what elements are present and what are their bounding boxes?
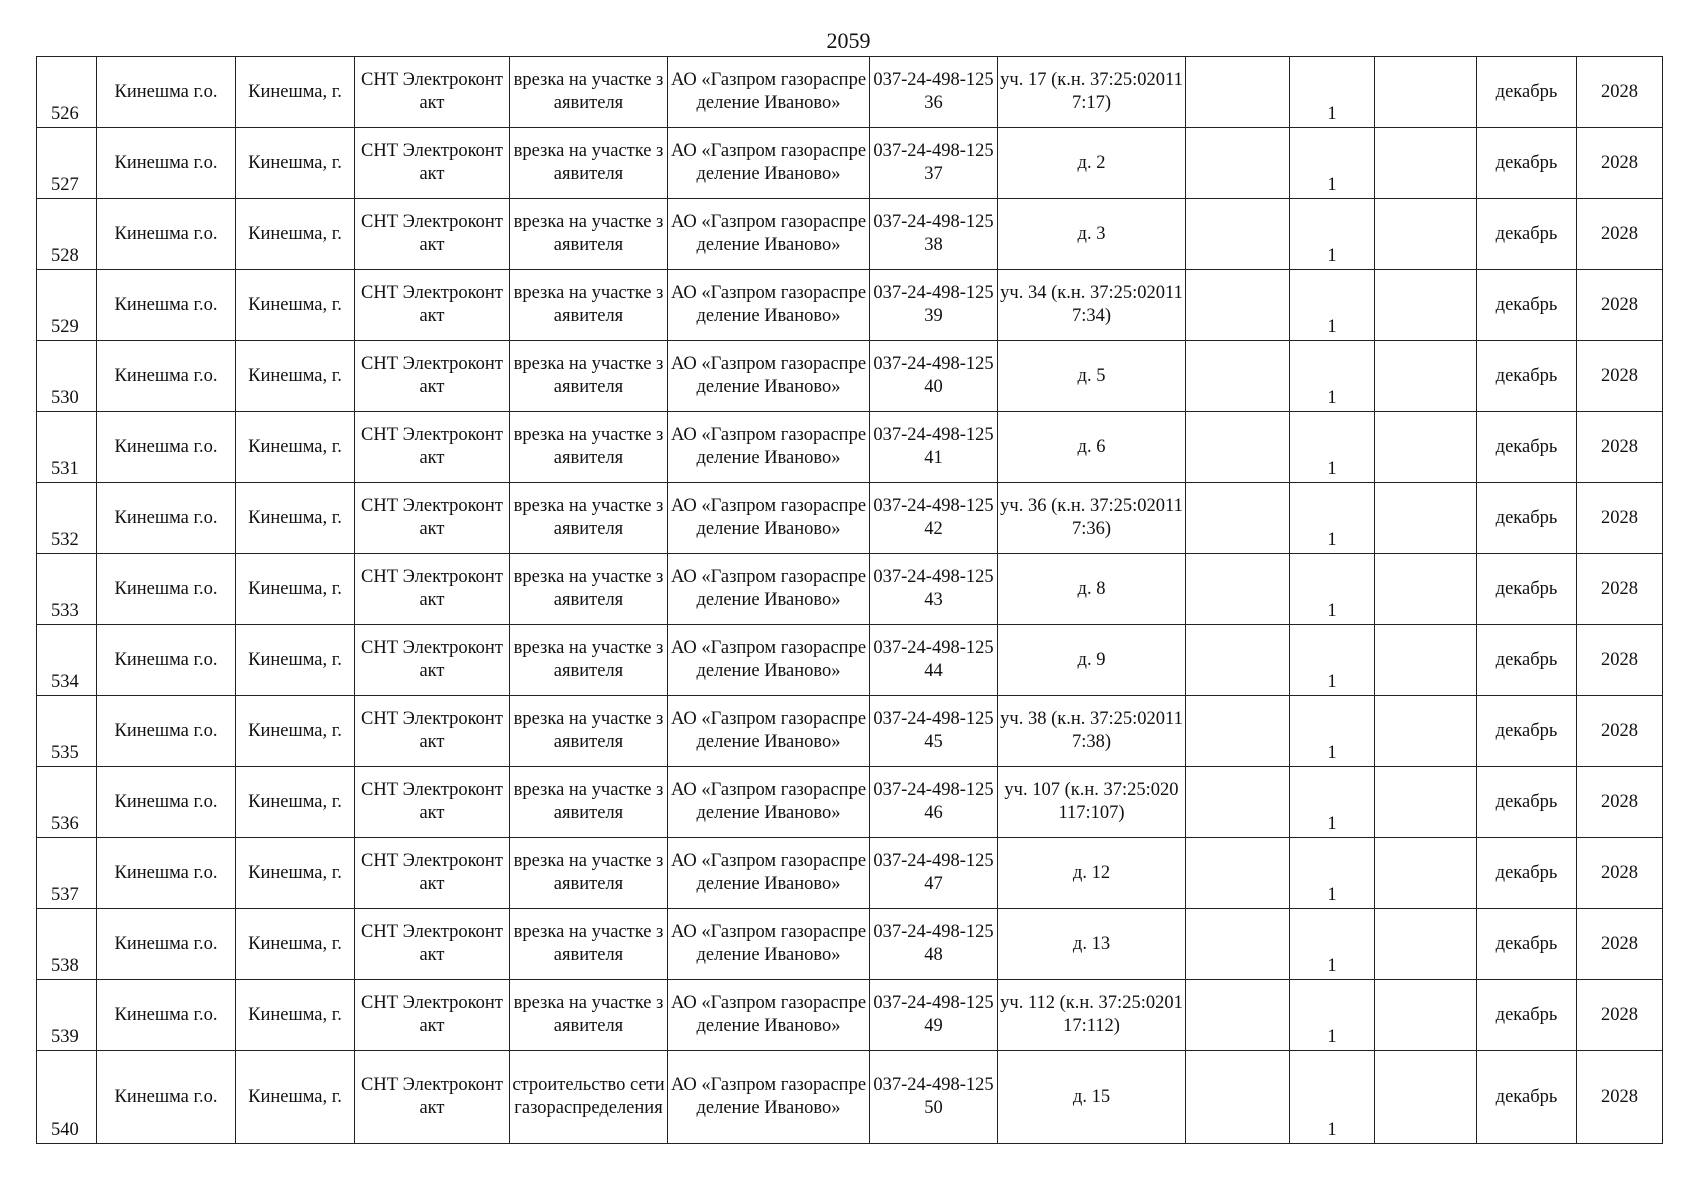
locality-cell: Кинешма, г. bbox=[236, 1051, 355, 1144]
empty-cell bbox=[1375, 128, 1477, 199]
table-row bbox=[37, 483, 1663, 554]
application-code-cell: 037-24-498-12543 bbox=[870, 554, 998, 625]
row-number-cell: 540 bbox=[37, 1051, 97, 1144]
work-type-cell: врезка на участке заявителя bbox=[510, 625, 668, 696]
count-cell: 1 bbox=[1290, 270, 1375, 341]
organization-cell: АО «Газпром газораспределение Иваново» bbox=[668, 57, 870, 128]
organization-cell: АО «Газпром газораспределение Иваново» bbox=[668, 909, 870, 980]
work-type-cell: врезка на участке заявителя bbox=[510, 270, 668, 341]
address-cell: д. 6 bbox=[998, 412, 1186, 483]
organization-cell: АО «Газпром газораспределение Иваново» bbox=[668, 483, 870, 554]
locality-cell: Кинешма, г. bbox=[236, 554, 355, 625]
year-cell: 2028 bbox=[1577, 128, 1663, 199]
empty-cell bbox=[1186, 1051, 1290, 1144]
district-cell: Кинешма г.о. bbox=[97, 625, 236, 696]
count-cell: 1 bbox=[1290, 1051, 1375, 1144]
empty-cell bbox=[1186, 696, 1290, 767]
year-cell: 2028 bbox=[1577, 696, 1663, 767]
address-cell: уч. 107 (к.н. 37:25:020117:107) bbox=[998, 767, 1186, 838]
count-cell: 1 bbox=[1290, 341, 1375, 412]
year-cell: 2028 bbox=[1577, 909, 1663, 980]
year-cell: 2028 bbox=[1577, 554, 1663, 625]
application-code-cell: 037-24-498-12549 bbox=[870, 980, 998, 1051]
empty-cell bbox=[1186, 838, 1290, 909]
table-row bbox=[37, 341, 1663, 412]
district-cell: Кинешма г.о. bbox=[97, 412, 236, 483]
locality-cell: Кинешма, г. bbox=[236, 696, 355, 767]
snt-cell: СНТ Электроконтакт bbox=[355, 554, 510, 625]
empty-cell bbox=[1375, 1051, 1477, 1144]
year-cell: 2028 bbox=[1577, 57, 1663, 128]
row-number-cell: 531 bbox=[37, 412, 97, 483]
snt-cell: СНТ Электроконтакт bbox=[355, 483, 510, 554]
count-cell: 1 bbox=[1290, 199, 1375, 270]
row-number-cell: 536 bbox=[37, 767, 97, 838]
row-number-cell: 528 bbox=[37, 199, 97, 270]
empty-cell bbox=[1186, 199, 1290, 270]
registry-body bbox=[37, 57, 1663, 1144]
snt-cell: СНТ Электроконтакт bbox=[355, 696, 510, 767]
district-cell: Кинешма г.о. bbox=[97, 57, 236, 128]
organization-cell: АО «Газпром газораспределение Иваново» bbox=[668, 838, 870, 909]
work-type-cell: врезка на участке заявителя bbox=[510, 128, 668, 199]
organization-cell: АО «Газпром газораспределение Иваново» bbox=[668, 270, 870, 341]
application-code-cell: 037-24-498-12540 bbox=[870, 341, 998, 412]
row-number-cell: 533 bbox=[37, 554, 97, 625]
count-cell: 1 bbox=[1290, 483, 1375, 554]
snt-cell: СНТ Электроконтакт bbox=[355, 128, 510, 199]
registry-table bbox=[36, 56, 1663, 1144]
district-cell: Кинешма г.о. bbox=[97, 767, 236, 838]
empty-cell bbox=[1375, 341, 1477, 412]
month-cell: декабрь bbox=[1477, 199, 1577, 270]
row-number-cell: 535 bbox=[37, 696, 97, 767]
organization-cell: АО «Газпром газораспределение Иваново» bbox=[668, 625, 870, 696]
table-row bbox=[37, 412, 1663, 483]
locality-cell: Кинешма, г. bbox=[236, 57, 355, 128]
organization-cell: АО «Газпром газораспределение Иваново» bbox=[668, 554, 870, 625]
empty-cell bbox=[1186, 341, 1290, 412]
year-cell: 2028 bbox=[1577, 341, 1663, 412]
organization-cell: АО «Газпром газораспределение Иваново» bbox=[668, 128, 870, 199]
snt-cell: СНТ Электроконтакт bbox=[355, 199, 510, 270]
organization-cell: АО «Газпром газораспределение Иваново» bbox=[668, 980, 870, 1051]
district-cell: Кинешма г.о. bbox=[97, 838, 236, 909]
work-type-cell: врезка на участке заявителя bbox=[510, 980, 668, 1051]
work-type-cell: врезка на участке заявителя bbox=[510, 767, 668, 838]
organization-cell: АО «Газпром газораспределение Иваново» bbox=[668, 696, 870, 767]
address-cell: д. 13 bbox=[998, 909, 1186, 980]
empty-cell bbox=[1375, 412, 1477, 483]
year-cell: 2028 bbox=[1577, 838, 1663, 909]
snt-cell: СНТ Электроконтакт bbox=[355, 838, 510, 909]
locality-cell: Кинешма, г. bbox=[236, 909, 355, 980]
empty-cell bbox=[1375, 554, 1477, 625]
locality-cell: Кинешма, г. bbox=[236, 341, 355, 412]
locality-cell: Кинешма, г. bbox=[236, 483, 355, 554]
table-row bbox=[37, 696, 1663, 767]
month-cell: декабрь bbox=[1477, 625, 1577, 696]
address-cell: д. 15 bbox=[998, 1051, 1186, 1144]
address-cell: д. 9 bbox=[998, 625, 1186, 696]
district-cell: Кинешма г.о. bbox=[97, 199, 236, 270]
empty-cell bbox=[1186, 412, 1290, 483]
district-cell: Кинешма г.о. bbox=[97, 696, 236, 767]
snt-cell: СНТ Электроконтакт bbox=[355, 341, 510, 412]
row-number-cell: 526 bbox=[37, 57, 97, 128]
address-cell: уч. 38 (к.н. 37:25:020117:38) bbox=[998, 696, 1186, 767]
locality-cell: Кинешма, г. bbox=[236, 838, 355, 909]
application-code-cell: 037-24-498-12537 bbox=[870, 128, 998, 199]
work-type-cell: строительство сети газораспределения bbox=[510, 1051, 668, 1144]
count-cell: 1 bbox=[1290, 980, 1375, 1051]
application-code-cell: 037-24-498-12538 bbox=[870, 199, 998, 270]
count-cell: 1 bbox=[1290, 625, 1375, 696]
year-cell: 2028 bbox=[1577, 483, 1663, 554]
address-cell: д. 5 bbox=[998, 341, 1186, 412]
empty-cell bbox=[1186, 625, 1290, 696]
table-row bbox=[37, 270, 1663, 341]
empty-cell bbox=[1186, 128, 1290, 199]
application-code-cell: 037-24-498-12544 bbox=[870, 625, 998, 696]
month-cell: декабрь bbox=[1477, 412, 1577, 483]
month-cell: декабрь bbox=[1477, 128, 1577, 199]
count-cell: 1 bbox=[1290, 128, 1375, 199]
address-cell: уч. 36 (к.н. 37:25:020117:36) bbox=[998, 483, 1186, 554]
count-cell: 1 bbox=[1290, 554, 1375, 625]
table-row bbox=[37, 980, 1663, 1051]
month-cell: декабрь bbox=[1477, 696, 1577, 767]
district-cell: Кинешма г.о. bbox=[97, 270, 236, 341]
organization-cell: АО «Газпром газораспределение Иваново» bbox=[668, 412, 870, 483]
count-cell: 1 bbox=[1290, 767, 1375, 838]
month-cell: декабрь bbox=[1477, 980, 1577, 1051]
table-row bbox=[37, 128, 1663, 199]
row-number-cell: 539 bbox=[37, 980, 97, 1051]
empty-cell bbox=[1375, 980, 1477, 1051]
year-cell: 2028 bbox=[1577, 1051, 1663, 1144]
empty-cell bbox=[1186, 767, 1290, 838]
work-type-cell: врезка на участке заявителя bbox=[510, 696, 668, 767]
table-row bbox=[37, 625, 1663, 696]
table-row bbox=[37, 909, 1663, 980]
address-cell: д. 8 bbox=[998, 554, 1186, 625]
table-row bbox=[37, 57, 1663, 128]
empty-cell bbox=[1375, 767, 1477, 838]
row-number-cell: 534 bbox=[37, 625, 97, 696]
year-cell: 2028 bbox=[1577, 270, 1663, 341]
address-cell: д. 12 bbox=[998, 838, 1186, 909]
table-row bbox=[37, 838, 1663, 909]
district-cell: Кинешма г.о. bbox=[97, 341, 236, 412]
year-cell: 2028 bbox=[1577, 767, 1663, 838]
work-type-cell: врезка на участке заявителя bbox=[510, 199, 668, 270]
empty-cell bbox=[1375, 57, 1477, 128]
count-cell: 1 bbox=[1290, 57, 1375, 128]
work-type-cell: врезка на участке заявителя bbox=[510, 909, 668, 980]
row-number-cell: 530 bbox=[37, 341, 97, 412]
snt-cell: СНТ Электроконтакт bbox=[355, 980, 510, 1051]
year-cell: 2028 bbox=[1577, 980, 1663, 1051]
snt-cell: СНТ Электроконтакт bbox=[355, 625, 510, 696]
empty-cell bbox=[1186, 270, 1290, 341]
year-cell: 2028 bbox=[1577, 199, 1663, 270]
locality-cell: Кинешма, г. bbox=[236, 128, 355, 199]
count-cell: 1 bbox=[1290, 838, 1375, 909]
work-type-cell: врезка на участке заявителя bbox=[510, 412, 668, 483]
year-cell: 2028 bbox=[1577, 625, 1663, 696]
work-type-cell: врезка на участке заявителя bbox=[510, 554, 668, 625]
month-cell: декабрь bbox=[1477, 909, 1577, 980]
locality-cell: Кинешма, г. bbox=[236, 199, 355, 270]
district-cell: Кинешма г.о. bbox=[97, 483, 236, 554]
locality-cell: Кинешма, г. bbox=[236, 625, 355, 696]
month-cell: декабрь bbox=[1477, 767, 1577, 838]
row-number-cell: 529 bbox=[37, 270, 97, 341]
count-cell: 1 bbox=[1290, 696, 1375, 767]
application-code-cell: 037-24-498-12545 bbox=[870, 696, 998, 767]
organization-cell: АО «Газпром газораспределение Иваново» bbox=[668, 1051, 870, 1144]
application-code-cell: 037-24-498-12546 bbox=[870, 767, 998, 838]
month-cell: декабрь bbox=[1477, 57, 1577, 128]
address-cell: д. 2 bbox=[998, 128, 1186, 199]
snt-cell: СНТ Электроконтакт bbox=[355, 270, 510, 341]
application-code-cell: 037-24-498-12550 bbox=[870, 1051, 998, 1144]
page-number: 2059 bbox=[826, 28, 871, 53]
count-cell: 1 bbox=[1290, 412, 1375, 483]
table-row bbox=[37, 1051, 1663, 1144]
organization-cell: АО «Газпром газораспределение Иваново» bbox=[668, 341, 870, 412]
organization-cell: АО «Газпром газораспределение Иваново» bbox=[668, 767, 870, 838]
empty-cell bbox=[1186, 909, 1290, 980]
application-code-cell: 037-24-498-12536 bbox=[870, 57, 998, 128]
table-row bbox=[37, 199, 1663, 270]
application-code-cell: 037-24-498-12539 bbox=[870, 270, 998, 341]
empty-cell bbox=[1186, 980, 1290, 1051]
application-code-cell: 037-24-498-12547 bbox=[870, 838, 998, 909]
snt-cell: СНТ Электроконтакт bbox=[355, 909, 510, 980]
empty-cell bbox=[1375, 483, 1477, 554]
month-cell: декабрь bbox=[1477, 838, 1577, 909]
district-cell: Кинешма г.о. bbox=[97, 909, 236, 980]
month-cell: декабрь bbox=[1477, 1051, 1577, 1144]
work-type-cell: врезка на участке заявителя bbox=[510, 341, 668, 412]
application-code-cell: 037-24-498-12548 bbox=[870, 909, 998, 980]
table-row bbox=[37, 767, 1663, 838]
count-cell: 1 bbox=[1290, 909, 1375, 980]
application-code-cell: 037-24-498-12542 bbox=[870, 483, 998, 554]
district-cell: Кинешма г.о. bbox=[97, 1051, 236, 1144]
district-cell: Кинешма г.о. bbox=[97, 980, 236, 1051]
locality-cell: Кинешма, г. bbox=[236, 270, 355, 341]
empty-cell bbox=[1375, 625, 1477, 696]
locality-cell: Кинешма, г. bbox=[236, 767, 355, 838]
row-number-cell: 538 bbox=[37, 909, 97, 980]
work-type-cell: врезка на участке заявителя bbox=[510, 838, 668, 909]
year-cell: 2028 bbox=[1577, 412, 1663, 483]
empty-cell bbox=[1375, 199, 1477, 270]
work-type-cell: врезка на участке заявителя bbox=[510, 57, 668, 128]
snt-cell: СНТ Электроконтакт bbox=[355, 412, 510, 483]
district-cell: Кинешма г.о. bbox=[97, 128, 236, 199]
empty-cell bbox=[1186, 57, 1290, 128]
empty-cell bbox=[1375, 270, 1477, 341]
empty-cell bbox=[1186, 483, 1290, 554]
address-cell: уч. 17 (к.н. 37:25:020117:17) bbox=[998, 57, 1186, 128]
work-type-cell: врезка на участке заявителя bbox=[510, 483, 668, 554]
address-cell: уч. 34 (к.н. 37:25:020117:34) bbox=[998, 270, 1186, 341]
address-cell: д. 3 bbox=[998, 199, 1186, 270]
empty-cell bbox=[1186, 554, 1290, 625]
row-number-cell: 527 bbox=[37, 128, 97, 199]
snt-cell: СНТ Электроконтакт bbox=[355, 1051, 510, 1144]
row-number-cell: 537 bbox=[37, 838, 97, 909]
empty-cell bbox=[1375, 909, 1477, 980]
row-number-cell: 532 bbox=[37, 483, 97, 554]
address-cell: уч. 112 (к.н. 37:25:020117:112) bbox=[998, 980, 1186, 1051]
month-cell: декабрь bbox=[1477, 270, 1577, 341]
district-cell: Кинешма г.о. bbox=[97, 554, 236, 625]
month-cell: декабрь bbox=[1477, 341, 1577, 412]
month-cell: декабрь bbox=[1477, 554, 1577, 625]
locality-cell: Кинешма, г. bbox=[236, 412, 355, 483]
snt-cell: СНТ Электроконтакт bbox=[355, 57, 510, 128]
table-row bbox=[37, 554, 1663, 625]
empty-cell bbox=[1375, 696, 1477, 767]
locality-cell: Кинешма, г. bbox=[236, 980, 355, 1051]
application-code-cell: 037-24-498-12541 bbox=[870, 412, 998, 483]
organization-cell: АО «Газпром газораспределение Иваново» bbox=[668, 199, 870, 270]
month-cell: декабрь bbox=[1477, 483, 1577, 554]
empty-cell bbox=[1375, 838, 1477, 909]
snt-cell: СНТ Электроконтакт bbox=[355, 767, 510, 838]
